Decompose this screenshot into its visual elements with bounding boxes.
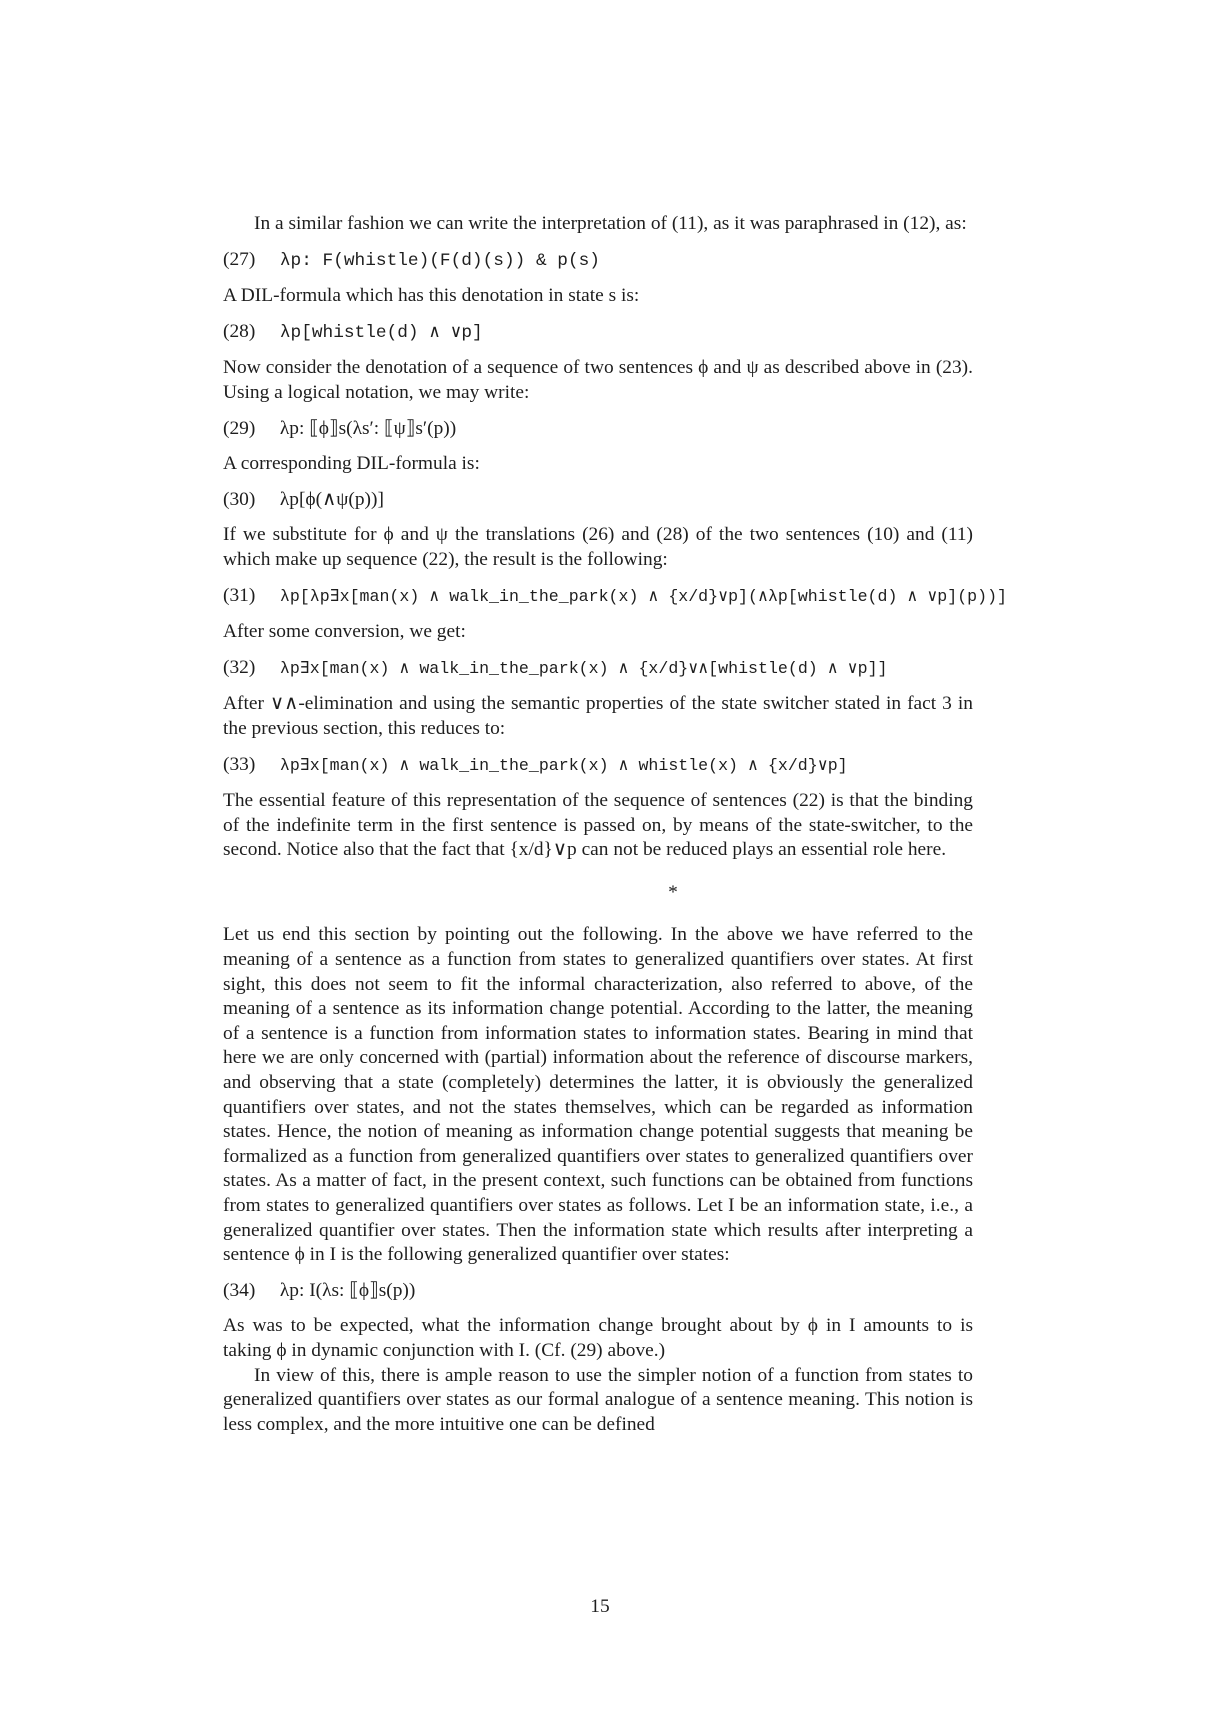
- formula: λp∃x[man(x) ∧ walk_in_the_park(x) ∧ whistle(x) ∧ {x/d}∨p]: [279, 755, 848, 775]
- example-number: (27): [223, 248, 256, 270]
- paragraph: Let us end this section by pointing out the following. In the above we have referred to the meaning of a sentence as a function from states to generalized quantifiers over states. At first sight, this does not seem to fit the informal characterization, also referred to above, of the meaning of a sentence as its information change potential. According to the latter, the meaning of a sentence is a function from information states to information states. Bearing in mind that here we are only concerned with (partial) information about the reference of discourse markers, and observing that a state (completely) determines the latter, it is obviously the generalized quantifiers over states, and not the states themselves, which can be regarded as information states. Hence, the notion of meaning as information change potential suggests that meaning be formalized as a function from generalized quantifiers over states to generalized quantifiers over states. As a matter of fact, in the present context, such functions can be obtained from functions from states to generalized quantifiers over states as follows. Let I be an information state, i.e., a generalized quantifier over states. Then the information state which results after interpreting a sentence ϕ in I is the following generalized quantifier over states:: [223, 924, 973, 1266]
- example-33: [223, 753, 973, 779]
- page-body: [223, 212, 1008, 1437]
- paragraph: In a similar fashion we can write the interpretation of (11), as it was paraphrased in (12), as:: [254, 213, 967, 234]
- example-32: [223, 656, 973, 682]
- example-number: (28): [223, 320, 256, 342]
- example-34: [223, 1279, 973, 1304]
- paragraph: After ∨∧-elimination and using the semantic properties of the state switcher stated in fact 3 in the previous section, this reduces to:: [223, 693, 973, 739]
- example-31: [223, 584, 1008, 610]
- paragraph: Now consider the denotation of a sequence of two sentences ϕ and ψ as described above in (23). Using a logical notation, we may write:: [223, 357, 973, 403]
- example-number: (31): [223, 584, 256, 606]
- section-separator: *: [668, 881, 678, 903]
- example-number: (33): [223, 753, 256, 775]
- page-number: 15: [590, 1596, 610, 1617]
- paragraph: As was to be expected, what the information change brought about by ϕ in I amounts to is taking ϕ in dynamic conjunction with I. (Cf. (29) above.): [223, 1315, 973, 1361]
- paragraph: In view of this, there is ample reason to use the simpler notion of a function from states to generalized quantifiers over states as our formal analogue of a sentence meaning. This notion is less complex, and the more intuitive one can be defined: [223, 1364, 973, 1435]
- formula: λp∃x[man(x) ∧ walk_in_the_park(x) ∧ {x/d}∨∧[whistle(d) ∧ ∨p]]: [279, 658, 888, 678]
- paragraph: After some conversion, we get:: [223, 621, 466, 643]
- example-number: (29): [223, 417, 256, 439]
- example-number: (30): [223, 488, 256, 510]
- formula: λp[λp∃x[man(x) ∧ walk_in_the_park(x) ∧ {x/d}∨p](∧λp[whistle(d) ∧ ∨p](p))]: [279, 586, 1008, 606]
- paragraph: A corresponding DIL-formula is:: [223, 453, 480, 475]
- formula: λp[whistle(d) ∧ ∨p]: [279, 322, 483, 343]
- formula: λp: ⟦ϕ⟧s(λs′: ⟦ψ⟧s′(p)): [279, 417, 457, 439]
- example-number: (32): [223, 656, 256, 678]
- formula: λp[ϕ(∧ψ(p))]: [279, 488, 384, 510]
- formula: λp: F(whistle)(F(d)(s)) & p(s): [279, 250, 600, 271]
- example-29: [223, 417, 973, 442]
- example-27: [223, 248, 973, 274]
- paragraph: If we substitute for ϕ and ψ the translations (26) and (28) of the two sentences (10) and (11) which make up sequence (22), the result is the following:: [223, 524, 973, 570]
- example-number: (34): [223, 1279, 256, 1301]
- paragraph: A DIL-formula which has this denotation in state s is:: [223, 285, 640, 307]
- paragraph: The essential feature of this representation of the sequence of sentences (22) is that the binding of the indefinite term in the first sentence is passed on, by means of the state-switcher, to the second. Notice also that the fact that {x/d}∨p can not be reduced plays an essential role here.: [223, 790, 973, 861]
- example-30: [223, 488, 973, 513]
- example-28: [223, 320, 973, 346]
- formula: λp: I(λs: ⟦ϕ⟧s(p)): [279, 1279, 416, 1301]
